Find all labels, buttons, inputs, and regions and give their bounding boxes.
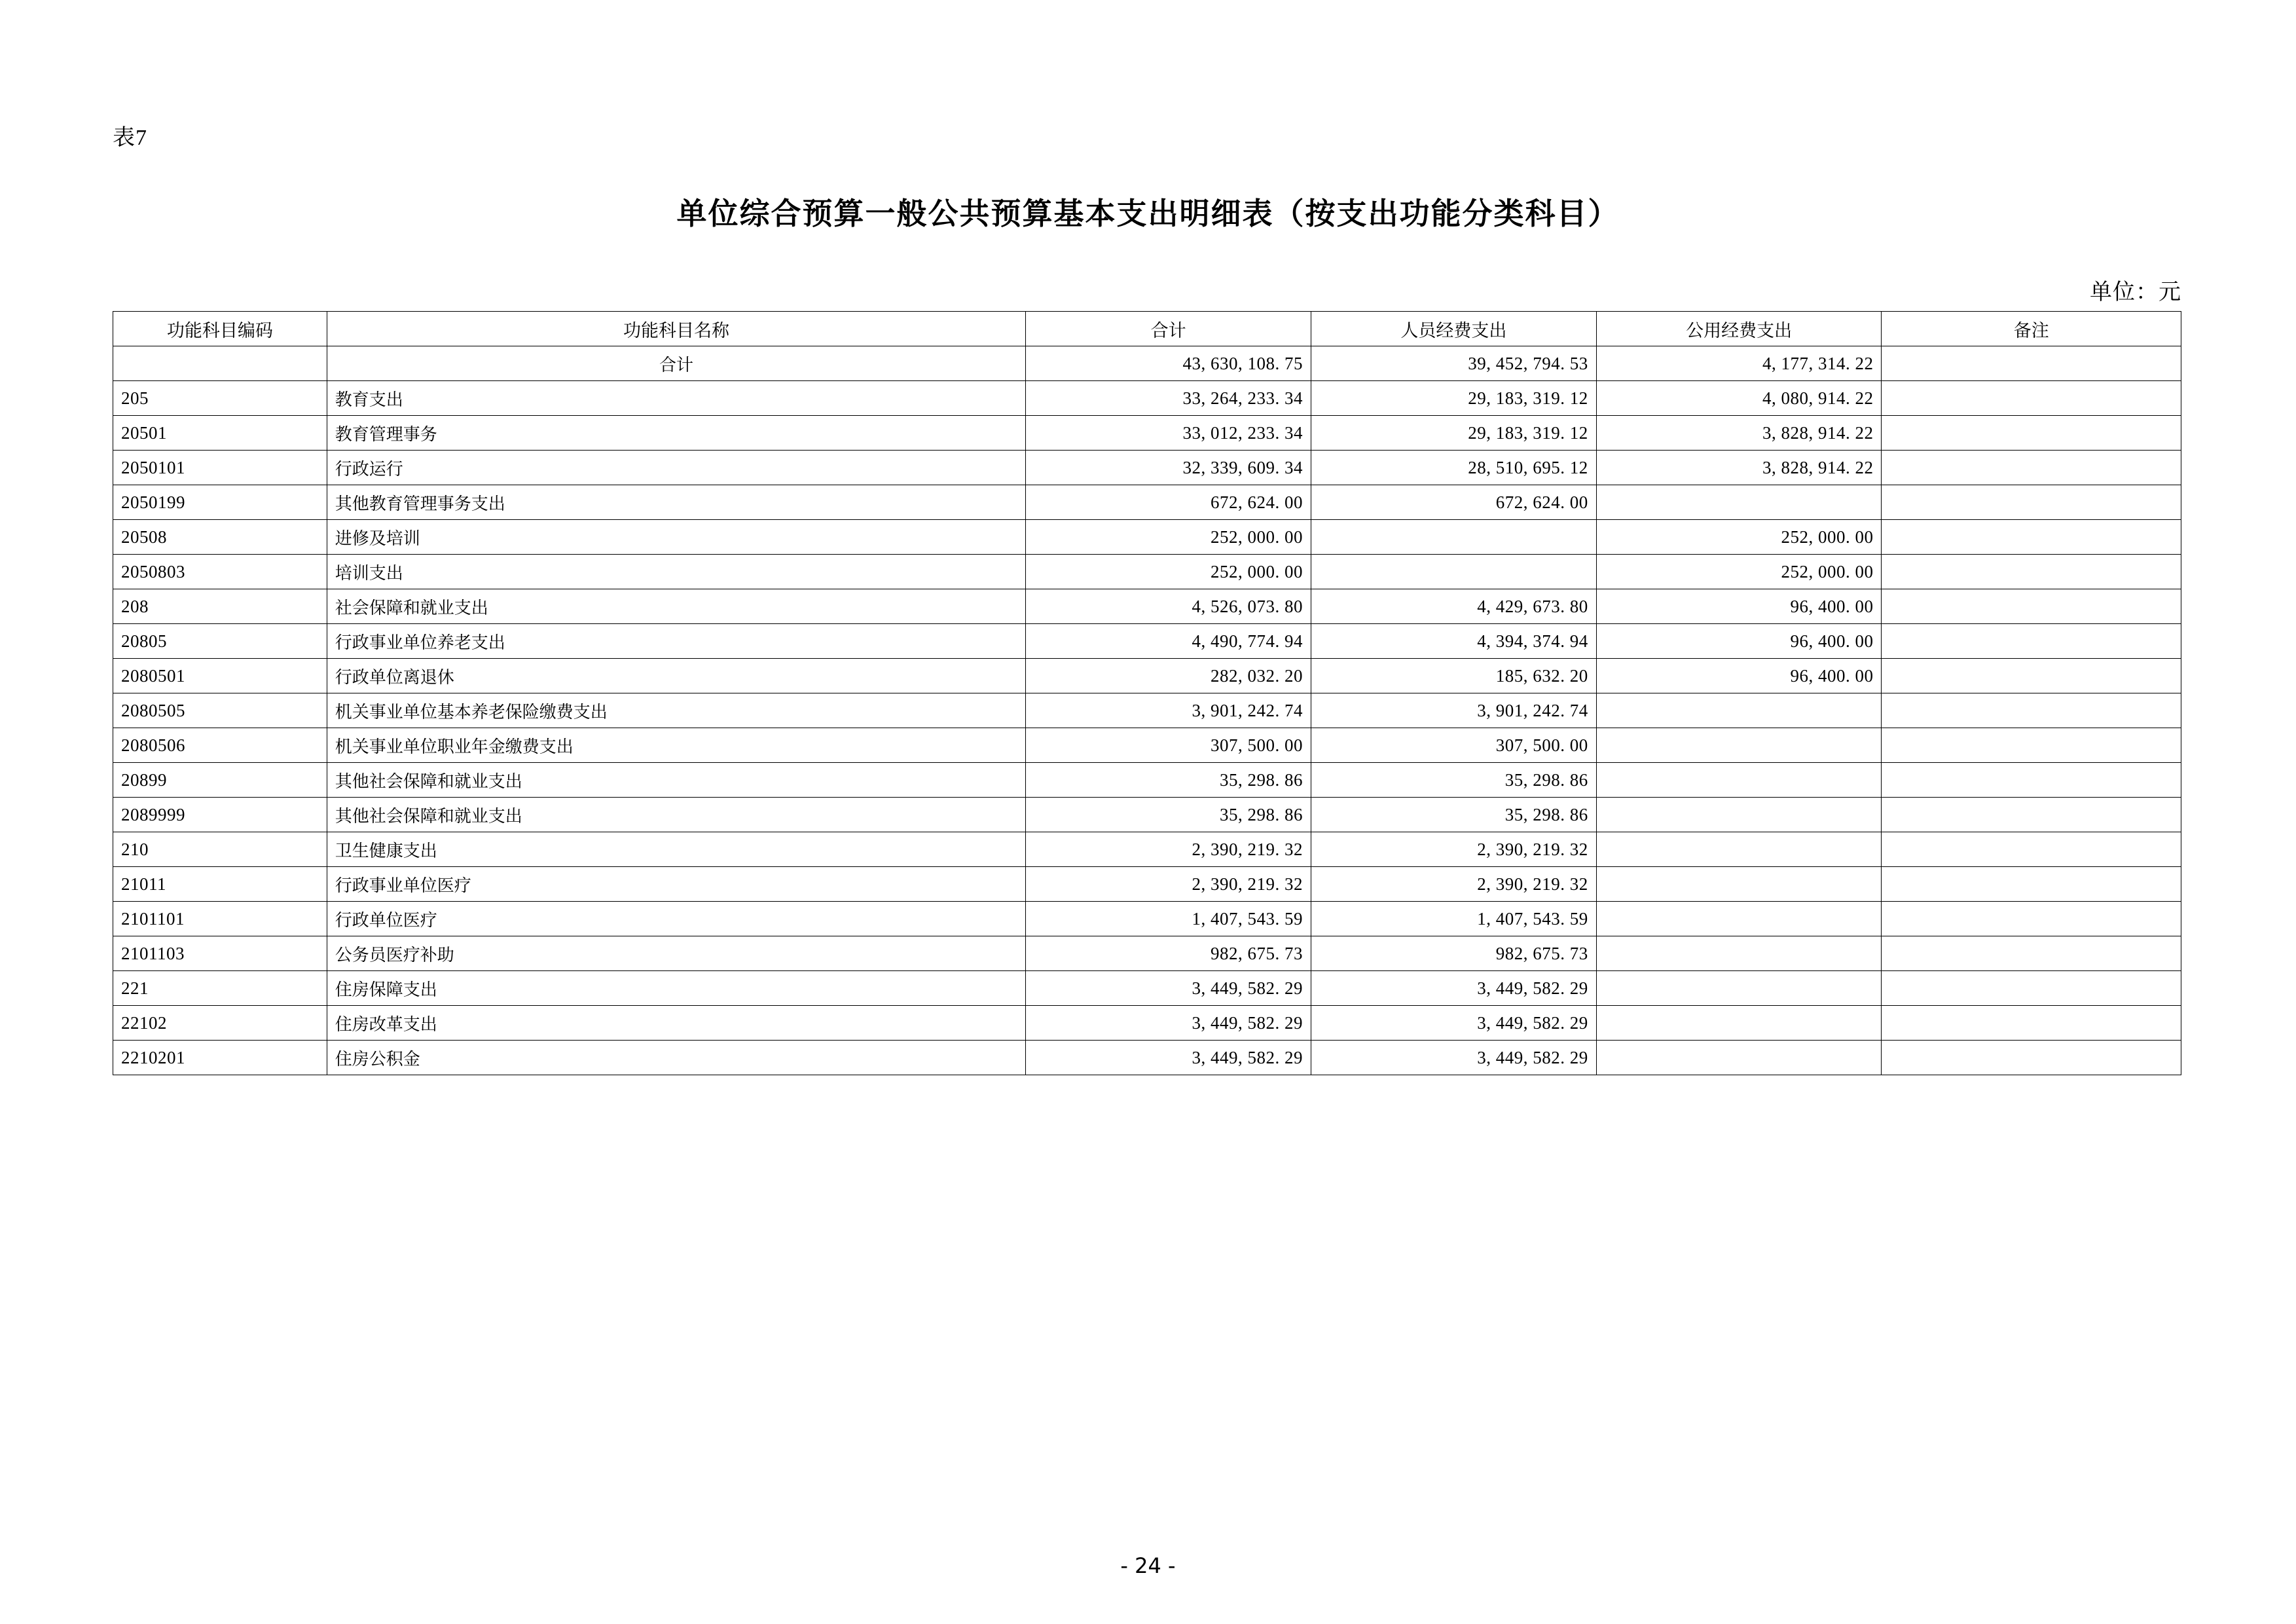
cell-note — [1882, 728, 2181, 763]
cell-function-name: 卫生健康支出 — [327, 832, 1026, 867]
cell-public — [1596, 798, 1882, 832]
cell-function-code: 20501 — [113, 416, 327, 451]
cell-function-name: 合计 — [327, 346, 1026, 381]
cell-function-name: 住房公积金 — [327, 1041, 1026, 1075]
cell-function-name: 行政事业单位医疗 — [327, 867, 1026, 902]
cell-note — [1882, 555, 2181, 589]
cell-total: 672, 624. 00 — [1026, 485, 1311, 520]
cell-public: 96, 400. 00 — [1596, 624, 1882, 659]
cell-total: 33, 012, 233. 34 — [1026, 416, 1311, 451]
cell-function-code: 2210201 — [113, 1041, 327, 1075]
cell-function-name: 行政单位医疗 — [327, 902, 1026, 936]
cell-function-code — [113, 346, 327, 381]
cell-note — [1882, 589, 2181, 624]
cell-function-code: 210 — [113, 832, 327, 867]
cell-public — [1596, 832, 1882, 867]
cell-total: 43, 630, 108. 75 — [1026, 346, 1311, 381]
cell-personnel: 982, 675. 73 — [1311, 936, 1597, 971]
cell-function-name: 其他社会保障和就业支出 — [327, 763, 1026, 798]
cell-public — [1596, 728, 1882, 763]
cell-public: 4, 177, 314. 22 — [1596, 346, 1882, 381]
cell-total: 2, 390, 219. 32 — [1026, 832, 1311, 867]
cell-note — [1882, 624, 2181, 659]
table-row — [113, 555, 2181, 589]
cell-note — [1882, 451, 2181, 485]
column-header-name: 功能科目名称 — [327, 312, 1026, 346]
cell-note — [1882, 346, 2181, 381]
table-row — [113, 832, 2181, 867]
cell-total: 252, 000. 00 — [1026, 555, 1311, 589]
table-row — [113, 485, 2181, 520]
cell-total: 35, 298. 86 — [1026, 798, 1311, 832]
cell-personnel — [1311, 555, 1597, 589]
cell-public — [1596, 1006, 1882, 1041]
cell-note — [1882, 936, 2181, 971]
cell-public: 96, 400. 00 — [1596, 659, 1882, 693]
cell-note — [1882, 485, 2181, 520]
cell-total: 2, 390, 219. 32 — [1026, 867, 1311, 902]
cell-personnel: 29, 183, 319. 12 — [1311, 381, 1597, 416]
column-header-total: 合计 — [1026, 312, 1311, 346]
cell-personnel: 1, 407, 543. 59 — [1311, 902, 1597, 936]
cell-total: 252, 000. 00 — [1026, 520, 1311, 555]
table-row — [113, 971, 2181, 1006]
cell-function-name: 教育管理事务 — [327, 416, 1026, 451]
page-number: - 24 - — [1120, 1553, 1176, 1578]
table-row — [113, 416, 2181, 451]
cell-personnel: 2, 390, 219. 32 — [1311, 867, 1597, 902]
cell-function-code: 20899 — [113, 763, 327, 798]
unit-note: 单位：元 — [2090, 279, 2181, 305]
cell-public: 96, 400. 00 — [1596, 589, 1882, 624]
cell-note — [1882, 520, 2181, 555]
cell-note — [1882, 1041, 2181, 1075]
cell-personnel: 4, 394, 374. 94 — [1311, 624, 1597, 659]
cell-public: 252, 000. 00 — [1596, 520, 1882, 555]
table-row — [113, 451, 2181, 485]
cell-public — [1596, 693, 1882, 728]
cell-function-name: 教育支出 — [327, 381, 1026, 416]
table-row — [113, 659, 2181, 693]
cell-personnel: 307, 500. 00 — [1311, 728, 1597, 763]
budget-table-wrapper — [113, 311, 2181, 1075]
cell-total: 35, 298. 86 — [1026, 763, 1311, 798]
cell-function-code: 221 — [113, 971, 327, 1006]
cell-personnel: 672, 624. 00 — [1311, 485, 1597, 520]
cell-note — [1882, 798, 2181, 832]
cell-function-name: 机关事业单位基本养老保险缴费支出 — [327, 693, 1026, 728]
cell-personnel: 28, 510, 695. 12 — [1311, 451, 1597, 485]
cell-note — [1882, 763, 2181, 798]
cell-total: 4, 526, 073. 80 — [1026, 589, 1311, 624]
cell-public — [1596, 902, 1882, 936]
cell-public — [1596, 485, 1882, 520]
cell-total: 982, 675. 73 — [1026, 936, 1311, 971]
cell-public — [1596, 936, 1882, 971]
cell-note — [1882, 693, 2181, 728]
cell-personnel: 35, 298. 86 — [1311, 798, 1597, 832]
cell-public — [1596, 971, 1882, 1006]
cell-function-name: 住房改革支出 — [327, 1006, 1026, 1041]
cell-note — [1882, 416, 2181, 451]
column-header-note: 备注 — [1882, 312, 2181, 346]
cell-public — [1596, 763, 1882, 798]
cell-function-name: 其他社会保障和就业支出 — [327, 798, 1026, 832]
cell-function-name: 公务员医疗补助 — [327, 936, 1026, 971]
table-row — [113, 1006, 2181, 1041]
cell-function-code: 20805 — [113, 624, 327, 659]
cell-function-code: 2101103 — [113, 936, 327, 971]
cell-note — [1882, 867, 2181, 902]
cell-total: 282, 032. 20 — [1026, 659, 1311, 693]
cell-function-code: 2089999 — [113, 798, 327, 832]
cell-function-code: 2080501 — [113, 659, 327, 693]
table-row — [113, 693, 2181, 728]
table-row — [113, 763, 2181, 798]
budget-table — [113, 311, 2181, 1075]
cell-total: 3, 901, 242. 74 — [1026, 693, 1311, 728]
table-row — [113, 346, 2181, 381]
cell-total: 3, 449, 582. 29 — [1026, 971, 1311, 1006]
cell-personnel: 29, 183, 319. 12 — [1311, 416, 1597, 451]
table-row — [113, 624, 2181, 659]
cell-personnel: 3, 901, 242. 74 — [1311, 693, 1597, 728]
cell-personnel: 3, 449, 582. 29 — [1311, 971, 1597, 1006]
cell-total: 1, 407, 543. 59 — [1026, 902, 1311, 936]
cell-function-name: 行政运行 — [327, 451, 1026, 485]
table-header — [113, 312, 2181, 346]
cell-personnel: 4, 429, 673. 80 — [1311, 589, 1597, 624]
cell-public: 252, 000. 00 — [1596, 555, 1882, 589]
cell-total: 33, 264, 233. 34 — [1026, 381, 1311, 416]
cell-note — [1882, 902, 2181, 936]
cell-function-code: 2050199 — [113, 485, 327, 520]
table-row — [113, 589, 2181, 624]
cell-note — [1882, 832, 2181, 867]
cell-total: 3, 449, 582. 29 — [1026, 1006, 1311, 1041]
cell-personnel: 3, 449, 582. 29 — [1311, 1006, 1597, 1041]
cell-personnel: 3, 449, 582. 29 — [1311, 1041, 1597, 1075]
cell-total: 32, 339, 609. 34 — [1026, 451, 1311, 485]
page-title: 单位综合预算一般公共预算基本支出明细表（按支出功能分类科目） — [676, 196, 1620, 231]
cell-function-code: 22102 — [113, 1006, 327, 1041]
cell-function-name: 其他教育管理事务支出 — [327, 485, 1026, 520]
cell-total: 3, 449, 582. 29 — [1026, 1041, 1311, 1075]
cell-function-code: 2080506 — [113, 728, 327, 763]
cell-total: 4, 490, 774. 94 — [1026, 624, 1311, 659]
cell-function-name: 进修及培训 — [327, 520, 1026, 555]
cell-function-code: 205 — [113, 381, 327, 416]
cell-function-name: 机关事业单位职业年金缴费支出 — [327, 728, 1026, 763]
cell-personnel: 35, 298. 86 — [1311, 763, 1597, 798]
cell-personnel: 39, 452, 794. 53 — [1311, 346, 1597, 381]
column-header-personnel: 人员经费支出 — [1311, 312, 1597, 346]
cell-public: 4, 080, 914. 22 — [1596, 381, 1882, 416]
cell-public — [1596, 1041, 1882, 1075]
cell-note — [1882, 971, 2181, 1006]
cell-function-name: 社会保障和就业支出 — [327, 589, 1026, 624]
table-body — [113, 346, 2181, 1075]
cell-function-code: 2101101 — [113, 902, 327, 936]
table-row — [113, 902, 2181, 936]
column-header-public: 公用经费支出 — [1596, 312, 1882, 346]
column-header-code: 功能科目编码 — [113, 312, 327, 346]
cell-function-name: 行政单位离退休 — [327, 659, 1026, 693]
table-row — [113, 1041, 2181, 1075]
table-row — [113, 798, 2181, 832]
cell-total: 307, 500. 00 — [1026, 728, 1311, 763]
cell-function-name: 行政事业单位养老支出 — [327, 624, 1026, 659]
cell-function-code: 2050101 — [113, 451, 327, 485]
cell-note — [1882, 1006, 2181, 1041]
table-row — [113, 520, 2181, 555]
table-header-row — [113, 312, 2181, 346]
cell-note — [1882, 659, 2181, 693]
table-row — [113, 728, 2181, 763]
cell-function-code: 2080505 — [113, 693, 327, 728]
table-row — [113, 936, 2181, 971]
cell-function-name: 培训支出 — [327, 555, 1026, 589]
cell-public: 3, 828, 914. 22 — [1596, 416, 1882, 451]
cell-function-code: 20508 — [113, 520, 327, 555]
cell-personnel: 185, 632. 20 — [1311, 659, 1597, 693]
cell-public — [1596, 867, 1882, 902]
table-row — [113, 867, 2181, 902]
cell-note — [1882, 381, 2181, 416]
table-row — [113, 381, 2181, 416]
sheet-label: 表7 — [113, 126, 147, 150]
cell-function-code: 21011 — [113, 867, 327, 902]
cell-public: 3, 828, 914. 22 — [1596, 451, 1882, 485]
cell-function-code: 208 — [113, 589, 327, 624]
cell-function-code: 2050803 — [113, 555, 327, 589]
cell-personnel: 2, 390, 219. 32 — [1311, 832, 1597, 867]
cell-personnel — [1311, 520, 1597, 555]
cell-function-name: 住房保障支出 — [327, 971, 1026, 1006]
